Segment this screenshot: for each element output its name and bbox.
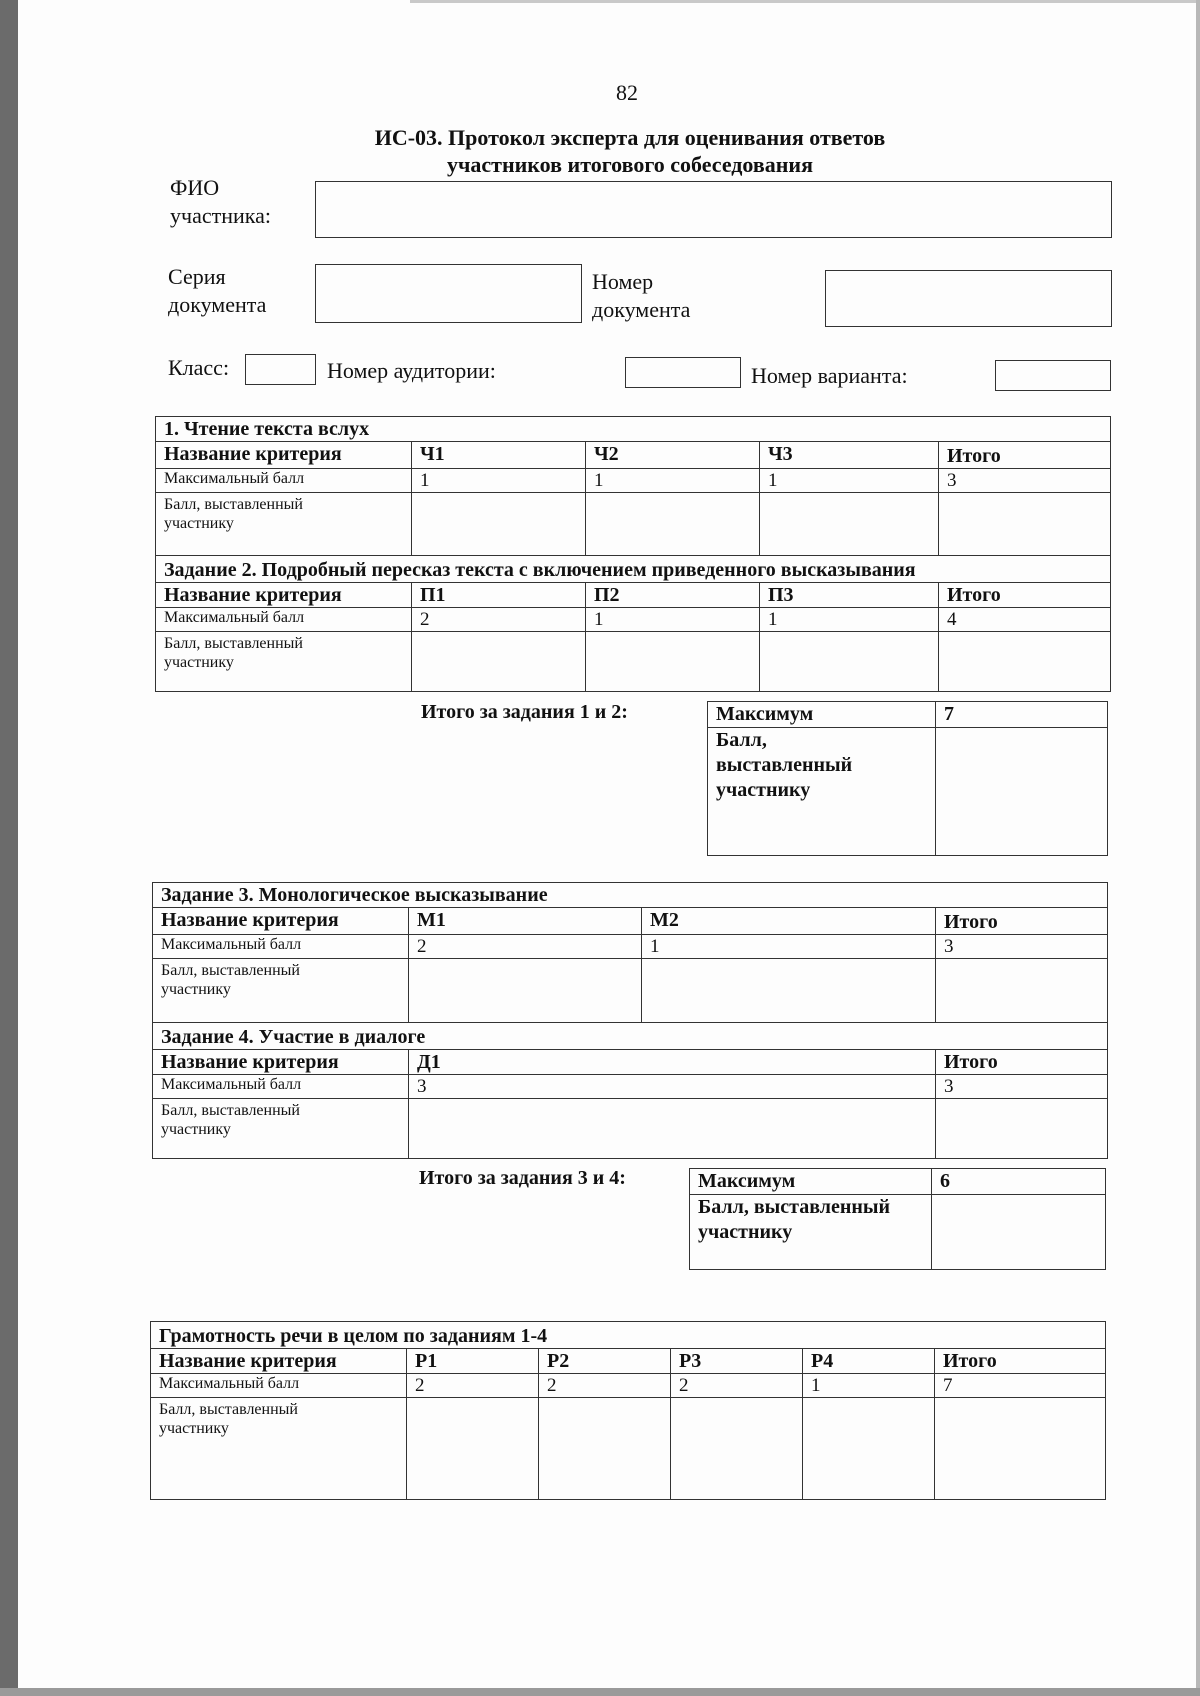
summary-3-4-max-label: Максимум — [690, 1169, 932, 1195]
criterion-header: Название критерия — [156, 583, 412, 608]
criterion-p1: П1 — [412, 583, 586, 608]
summary-3-4-given-line-1: Балл, выставленный — [698, 1196, 891, 1218]
criterion-m2: М2 — [642, 908, 936, 935]
summary-3-4-max-value: 6 — [932, 1169, 1106, 1195]
given-label-line-1: Балл, выставленный — [161, 962, 300, 979]
title-line-2: участников итогового собеседования — [446, 152, 814, 177]
fio-label — [170, 174, 271, 230]
series-label-line-2: документа — [168, 292, 267, 317]
number-label-line-2: документа — [592, 297, 691, 322]
max-r1: 2 — [407, 1374, 539, 1398]
given-p1[interactable] — [412, 632, 586, 692]
max-score-label: Максимальный балл — [153, 1075, 409, 1099]
fio-label-line-2: участника: — [170, 203, 271, 228]
variant-label: Номер варианта: — [751, 363, 908, 388]
given-m2[interactable] — [642, 959, 936, 1023]
summary-3-4-given-line-2: участнику — [698, 1221, 793, 1243]
class-label: Класс: — [168, 355, 230, 380]
given-label-line-2: участнику — [161, 981, 231, 998]
summary-3-4-given-value[interactable] — [932, 1195, 1106, 1270]
given-label-line-2: участнику — [164, 515, 234, 532]
tasks-1-2-table — [155, 416, 1111, 692]
class-input[interactable] — [245, 354, 316, 385]
summary-1-2-given-line-1: Балл, — [716, 729, 767, 751]
given-total-task2[interactable] — [939, 632, 1111, 692]
max-m1: 2 — [409, 935, 642, 959]
given-label-line-1: Балл, выставленный — [164, 635, 303, 652]
series-label — [168, 263, 266, 319]
max-score-label: Максимальный балл — [151, 1374, 407, 1398]
criterion-ch2: Ч2 — [586, 442, 760, 469]
scan-edge-right — [1196, 0, 1200, 1696]
total-header: Итого — [936, 908, 1108, 935]
summary-1-2-given-line-2: выставленный — [716, 754, 853, 776]
given-score-label — [151, 1398, 407, 1500]
task-3-title: Задание 3. Монологическое высказывание — [153, 883, 1108, 908]
max-r2: 2 — [539, 1374, 671, 1398]
given-m1[interactable] — [409, 959, 642, 1023]
given-ch1[interactable] — [412, 493, 586, 556]
max-p2: 1 — [586, 608, 760, 632]
given-total-task1[interactable] — [939, 493, 1111, 556]
max-score-label: Максимальный балл — [156, 469, 412, 493]
fio-input[interactable] — [315, 181, 1112, 238]
max-ch1: 1 — [412, 469, 586, 493]
max-score-label: Максимальный балл — [156, 608, 412, 632]
given-label-line-2: участнику — [161, 1121, 231, 1138]
summary-1-2-given-value[interactable] — [936, 728, 1108, 856]
page-number: 82 — [616, 80, 638, 105]
criterion-d1: Д1 — [409, 1050, 936, 1075]
summary-1-2-max-label: Максимум — [708, 702, 936, 728]
tasks-3-4-table — [152, 882, 1108, 1159]
criterion-ch3: Ч3 — [760, 442, 939, 469]
scan-edge-top — [410, 0, 1200, 3]
max-p3: 1 — [760, 608, 939, 632]
room-label: Номер аудитории: — [327, 358, 496, 383]
max-p1: 2 — [412, 608, 586, 632]
given-ch2[interactable] — [586, 493, 760, 556]
criterion-header: Название критерия — [153, 1050, 409, 1075]
max-r3: 2 — [671, 1374, 803, 1398]
literacy-title: Грамотность речи в целом по заданиям 1-4 — [151, 1322, 1106, 1349]
criterion-r4: Р4 — [803, 1349, 935, 1374]
given-r1[interactable] — [407, 1398, 539, 1500]
max-m2: 1 — [642, 935, 936, 959]
criterion-header: Название критерия — [151, 1349, 407, 1374]
summary-1-2-table — [707, 701, 1108, 856]
given-score-label — [156, 632, 412, 692]
page-title — [260, 124, 1000, 178]
max-ch2: 1 — [586, 469, 760, 493]
max-d1: 3 — [409, 1075, 936, 1099]
criterion-r3: Р3 — [671, 1349, 803, 1374]
given-label-line-2: участнику — [159, 1420, 229, 1437]
summary-1-2-label: Итого за задания 1 и 2: — [421, 701, 628, 723]
max-total-task4: 3 — [936, 1075, 1108, 1099]
given-d1[interactable] — [409, 1099, 936, 1159]
max-total-task3: 3 — [936, 935, 1108, 959]
max-ch3: 1 — [760, 469, 939, 493]
summary-1-2-given-label — [708, 728, 936, 856]
summary-1-2-given-line-3: участнику — [716, 779, 811, 801]
variant-input[interactable] — [995, 360, 1111, 391]
summary-1-2-max-value: 7 — [936, 702, 1108, 728]
task-1-title: 1. Чтение текста вслух — [156, 417, 1111, 442]
total-header: Итого — [939, 583, 1111, 608]
summary-3-4-label: Итого за задания 3 и 4: — [419, 1167, 626, 1189]
number-label — [592, 268, 690, 324]
given-p2[interactable] — [586, 632, 760, 692]
given-r3[interactable] — [671, 1398, 803, 1500]
given-label-line-1: Балл, выставленный — [161, 1102, 300, 1119]
task-4-title: Задание 4. Участие в диалоге — [153, 1023, 1108, 1050]
max-total-literacy: 7 — [935, 1374, 1106, 1398]
scan-edge-bottom — [0, 1688, 1200, 1696]
title-line-1: ИС-03. Протокол эксперта для оценивания ответов — [374, 125, 886, 150]
criterion-m1: М1 — [409, 908, 642, 935]
max-total-task2: 4 — [939, 608, 1111, 632]
given-label-line-2: участнику — [164, 654, 234, 671]
series-input[interactable] — [315, 264, 582, 323]
given-total-task4[interactable] — [936, 1099, 1108, 1159]
number-label-line-1: Номер — [592, 269, 654, 294]
criterion-p2: П2 — [586, 583, 760, 608]
criterion-header: Название критерия — [153, 908, 409, 935]
max-score-label: Максимальный балл — [153, 935, 409, 959]
given-score-label — [153, 1099, 409, 1159]
literacy-table — [150, 1321, 1106, 1500]
number-input[interactable] — [825, 270, 1112, 327]
given-ch3[interactable] — [760, 493, 939, 556]
series-label-line-1: Серия — [168, 264, 226, 289]
given-label-line-1: Балл, выставленный — [159, 1401, 298, 1418]
given-p3[interactable] — [760, 632, 939, 692]
max-total-task1: 3 — [939, 469, 1111, 493]
total-header: Итого — [936, 1050, 1108, 1075]
given-total-task3[interactable] — [936, 959, 1108, 1023]
fio-label-line-1: ФИО — [170, 175, 220, 200]
given-total-literacy[interactable] — [935, 1398, 1106, 1500]
given-score-label — [156, 493, 412, 556]
criterion-p3: П3 — [760, 583, 939, 608]
total-header: Итого — [935, 1349, 1106, 1374]
given-score-label — [153, 959, 409, 1023]
max-r4: 1 — [803, 1374, 935, 1398]
room-input[interactable] — [625, 357, 741, 388]
criterion-header: Название критерия — [156, 442, 412, 469]
given-r2[interactable] — [539, 1398, 671, 1500]
criterion-r1: Р1 — [407, 1349, 539, 1374]
criterion-ch1: Ч1 — [412, 442, 586, 469]
summary-3-4-given-label — [690, 1195, 932, 1270]
task-2-title: Задание 2. Подробный пересказ текста с включением приведенного высказывания — [156, 556, 1111, 583]
given-label-line-1: Балл, выставленный — [164, 496, 303, 513]
criterion-r2: Р2 — [539, 1349, 671, 1374]
given-r4[interactable] — [803, 1398, 935, 1500]
summary-3-4-table — [689, 1168, 1106, 1270]
total-header: Итого — [939, 442, 1111, 469]
